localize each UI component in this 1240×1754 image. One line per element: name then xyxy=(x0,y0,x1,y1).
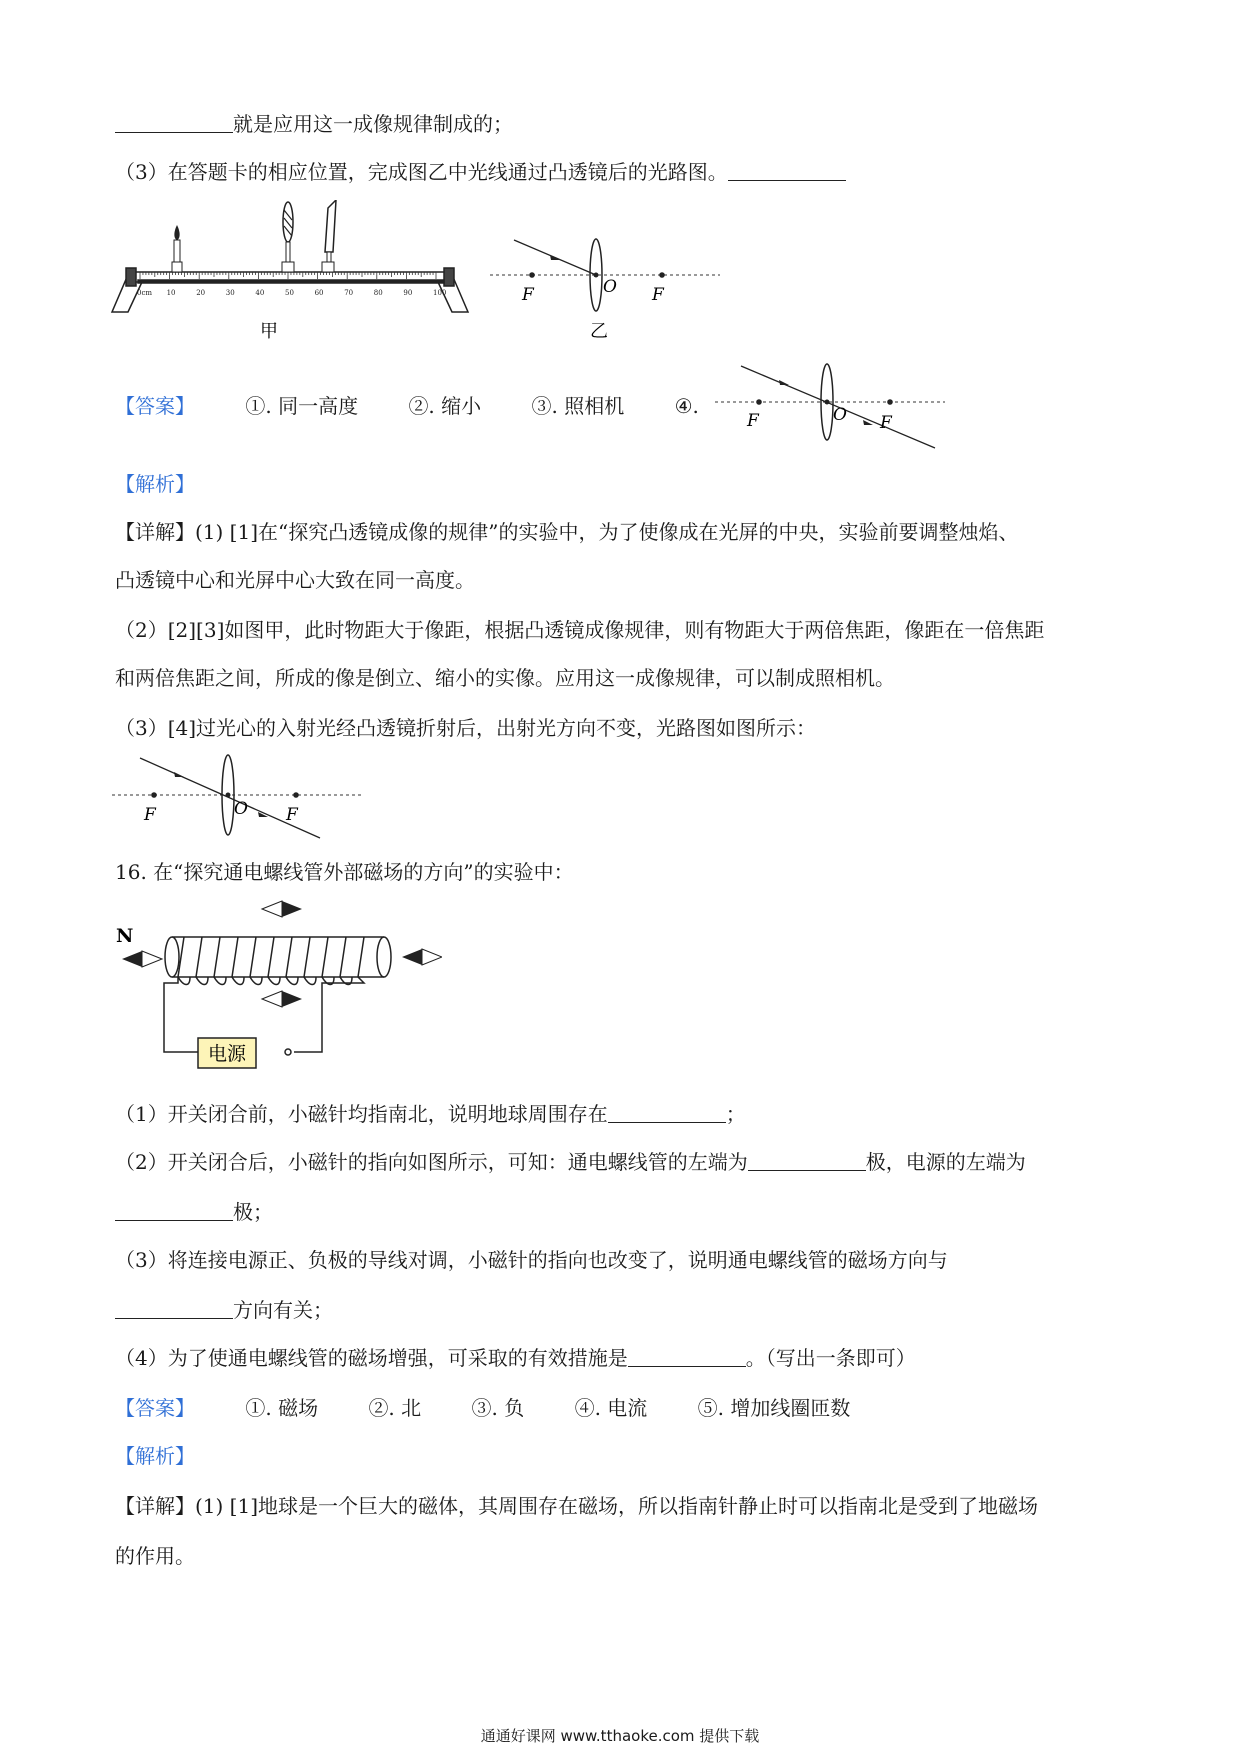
answer-blank xyxy=(608,1104,726,1123)
q15-part3: （3）在答题卡的相应位置，完成图乙中光线通过凸透镜后的光路图。 xyxy=(115,156,846,185)
answer-blank xyxy=(115,114,233,133)
lens-icon xyxy=(282,202,294,272)
q15-camera-line: 就是应用这一成像规律制成的； xyxy=(115,108,513,137)
answer-blank xyxy=(115,1300,233,1319)
q16-part4: （4）为了使通电螺线管的磁场增强，可采取的有效措施是 。（写出一条即可） xyxy=(115,1346,916,1370)
answer-label: 【答案】 xyxy=(115,1396,195,1420)
compass-needle-icon xyxy=(262,901,302,917)
q16-part3-cont: 方向有关； xyxy=(115,1294,333,1323)
answer-item: ③. 照相机 xyxy=(531,394,625,418)
focus-label: F xyxy=(522,285,534,305)
answer-ray-diagram xyxy=(715,360,945,450)
answer-blank xyxy=(115,1202,233,1221)
solution-ray-diagram xyxy=(112,750,362,845)
answer-blank xyxy=(748,1152,866,1171)
analysis-label: 【解析】 xyxy=(115,1444,195,1468)
q16-part2: （2）开关闭合后，小磁针的指向如图所示，可知：通电螺线管的左端为 极，电源的左端为 xyxy=(115,1150,1026,1174)
optical-center-label: O xyxy=(234,799,248,819)
ruler-tick-label: 70 xyxy=(344,289,354,297)
detail-text: 的作用。 xyxy=(115,1544,195,1568)
detail-text: 凸透镜中心和光屏中心大致在同一高度。 xyxy=(115,568,475,592)
answer-item: ④. xyxy=(674,394,699,418)
lens-ray-figure-yi xyxy=(490,230,720,345)
solenoid-figure xyxy=(112,895,442,1080)
power-label: 电源 xyxy=(208,1043,247,1065)
figure-jia-label: 甲 xyxy=(260,321,278,342)
answer-blank xyxy=(628,1348,746,1367)
screen-icon xyxy=(322,200,336,272)
answer-blank xyxy=(728,162,846,181)
focus-label: F xyxy=(286,805,298,825)
optical-center-label: O xyxy=(833,405,847,425)
compass-needle-icon xyxy=(402,949,442,965)
answer-item: ④. 电流 xyxy=(574,1396,648,1420)
ruler-tick-label: 40 xyxy=(255,289,265,297)
q16-part1: （1）开关闭合前，小磁针均指南北，说明地球周围存在 ； xyxy=(115,1102,746,1126)
analysis-label: 【解析】 xyxy=(115,472,195,496)
answer-item: ①. 磁场 xyxy=(245,1396,319,1420)
optical-center-label: O xyxy=(603,277,617,297)
focus-label: F xyxy=(880,413,892,433)
detail-text: （3）[4]过光心的入射光经凸透镜折射后，出射光方向不变，光路图如图所示： xyxy=(115,716,817,740)
focus-label: F xyxy=(144,805,156,825)
ruler-tick-label: 100 xyxy=(433,289,447,297)
focus-label: F xyxy=(747,411,759,431)
q16-part2-cont: 极； xyxy=(115,1196,273,1225)
answer-label: 【答案】 xyxy=(115,394,195,418)
page-footer: 通通好课网 www.tthaoke.com 提供下载 xyxy=(480,1727,760,1745)
compass-needle-icon xyxy=(122,951,162,967)
q16-title: 16. 在“探究通电螺线管外部磁场的方向”的实验中： xyxy=(115,860,574,884)
q16-part3: （3）将连接电源正、负极的导线对调，小磁针的指向也改变了，说明通电螺线管的磁场方向与 xyxy=(115,1248,948,1272)
ruler-tick-label: 0cm xyxy=(137,289,153,297)
figure-yi-label: 乙 xyxy=(590,321,608,342)
answer-item: ⑤. 增加线圈匝数 xyxy=(697,1396,851,1420)
detail-text: 【详解】(1) [1]在“探究凸透镜成像的规律”的实验中，为了使像成在光屏的中央，实验前要调整烛焰、 xyxy=(115,520,1019,544)
n-label: N xyxy=(116,925,134,947)
ruler-tick-label: 50 xyxy=(285,289,294,297)
compass-needle-icon xyxy=(262,991,302,1007)
answer-item: ③. 负 xyxy=(471,1396,525,1420)
optical-bench-figure xyxy=(110,200,480,350)
q15-answer xyxy=(115,390,699,419)
focus-label: F xyxy=(652,285,664,305)
answer-item: ①. 同一高度 xyxy=(245,394,359,418)
detail-text: 【详解】(1) [1]地球是一个巨大的磁体，其周围存在磁场，所以指南针静止时可以指南北是受到了地磁场 xyxy=(115,1494,1039,1518)
ruler-tick-label: 30 xyxy=(225,289,235,297)
ruler-tick-label: 60 xyxy=(314,289,324,297)
ruler-tick-label: 80 xyxy=(373,289,383,297)
ruler-tick-label: 10 xyxy=(166,289,176,297)
detail-text: 和两倍焦距之间，所成的像是倒立、缩小的实像。应用这一成像规律，可以制成照相机。 xyxy=(115,666,895,690)
answer-item: ②. 缩小 xyxy=(408,394,482,418)
q16-answer xyxy=(115,1392,850,1421)
candle-icon xyxy=(172,225,182,272)
ruler-tick-label: 90 xyxy=(403,289,413,297)
answer-item: ②. 北 xyxy=(368,1396,422,1420)
ruler-tick-label: 20 xyxy=(196,289,206,297)
detail-text: （2）[2][3]如图甲，此时物距大于像距，根据凸透镜成像规律，则有物距大于两倍焦距，像距在一倍焦距 xyxy=(115,618,1045,642)
solenoid-coil xyxy=(165,937,391,985)
